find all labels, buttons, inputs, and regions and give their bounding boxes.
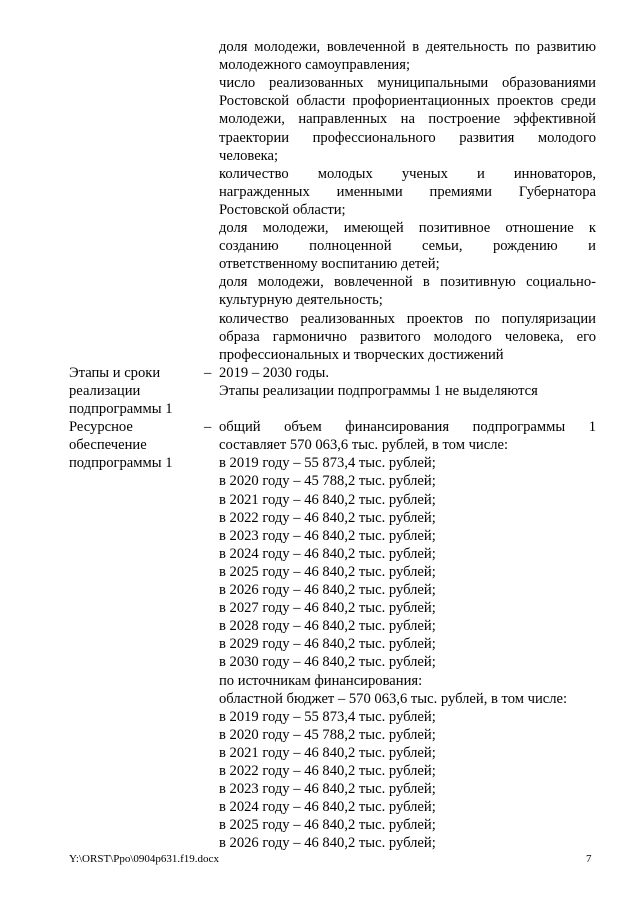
indicator-line: количество молодых ученых и инноваторов,	[219, 165, 596, 182]
funding-line: в 2025 году – 46 840,2 тыс. рублей;	[219, 563, 436, 580]
indicator-line: профессиональных и творческих достижений	[219, 346, 504, 363]
funding-line: в 2022 году – 46 840,2 тыс. рублей;	[219, 763, 436, 779]
funding-line: в 2020 году – 45 788,2 тыс. рублей;	[219, 473, 436, 490]
indicator-line: молодежи, направленных на построение эффективной	[219, 111, 596, 128]
indicator-line: количество реализованных проектов по популяризации	[219, 310, 596, 327]
indicator-line: траектории профессионального развития молодого	[219, 129, 596, 146]
funding-line: в 2022 году – 46 840,2 тыс. рублей;	[219, 509, 436, 526]
funding-line: в 2021 году – 46 840,2 тыс. рублей;	[219, 744, 436, 761]
funding-line: в 2024 году – 46 840,2 тыс. рублей;	[219, 545, 436, 562]
funding-line: в 2020 году – 45 788,2 тыс. рублей;	[219, 726, 436, 743]
indicator-line: Ростовской области профориентационных проектов среди	[219, 93, 596, 110]
footer-file-path: Y:\ORST\Ppo\0904p631.f19.docx	[69, 853, 219, 865]
funding-line: в 2021 году – 46 840,2 тыс. рублей;	[219, 491, 436, 508]
funding-line: в 2024 году – 46 840,2 тыс. рублей;	[219, 799, 436, 816]
funding-line: общий объем финансирования подпрограммы 1	[219, 419, 596, 436]
stages-dash: –	[204, 364, 212, 381]
funding-line: в 2023 году – 46 840,2 тыс. рублей;	[219, 527, 436, 544]
funding-line: в 2028 году – 46 840,2 тыс. рублей;	[219, 618, 436, 635]
funding-line: в 2019 году – 55 873,4 тыс. рублей;	[219, 708, 436, 725]
funding-line: в 2026 году – 46 840,2 тыс. рублей;	[219, 582, 436, 598]
footer-page-number: 7	[586, 853, 592, 865]
stages-label: подпрограммы 1	[69, 401, 173, 417]
indicator-line: созданию полноценной семьи, рождению и	[219, 238, 596, 255]
resources-label: Ресурсное	[69, 419, 133, 436]
indicator-line: человека;	[219, 147, 279, 164]
resources-label: обеспечение	[69, 437, 147, 454]
funding-line: в 2030 году – 46 840,2 тыс. рублей;	[219, 654, 436, 671]
indicator-line: молодежного самоуправления;	[219, 57, 410, 74]
funding-line: в 2027 году – 46 840,2 тыс. рублей;	[219, 600, 436, 617]
indicator-line: культурную деятельность;	[219, 292, 383, 309]
stages-label: реализации	[69, 382, 141, 399]
indicator-line: ответственному воспитанию детей;	[219, 256, 440, 273]
indicator-line: число реализованных муниципальными образованиями	[219, 75, 596, 92]
resources-dash: –	[204, 419, 212, 436]
stages-value: Этапы реализации подпрограммы 1 не выделяются	[219, 382, 538, 399]
indicator-line: образа гармонично развитого молодого человека, его	[219, 328, 596, 345]
indicator-line: Ростовской области;	[219, 201, 346, 218]
funding-line: по источникам финансирования:	[219, 672, 423, 689]
stages-label: Этапы и сроки	[69, 364, 161, 381]
resources-label: подпрограммы 1	[69, 455, 173, 472]
funding-line: составляет 570 063,6 тыс. рублей, в том числе:	[219, 437, 509, 454]
funding-line: в 2029 году – 46 840,2 тыс. рублей;	[219, 636, 436, 653]
funding-line: в 2023 году – 46 840,2 тыс. рублей;	[219, 781, 436, 798]
indicator-line: награжденных именными премиями Губернатора	[219, 183, 596, 200]
funding-line: в 2019 году – 55 873,4 тыс. рублей;	[219, 455, 436, 472]
indicator-line: доля молодежи, имеющей позитивное отношение к	[219, 220, 596, 236]
funding-line: в 2025 году – 46 840,2 тыс. рублей;	[219, 817, 436, 834]
indicator-line: доля молодежи, вовлеченной в деятельность по развитию	[219, 39, 596, 55]
funding-line: областной бюджет – 570 063,6 тыс. рублей, в том числе:	[219, 690, 568, 707]
indicator-line: доля молодежи, вовлеченной в позитивную социально-	[219, 274, 596, 291]
funding-line: в 2026 году – 46 840,2 тыс. рублей;	[219, 835, 436, 852]
stages-value: 2019 – 2030 годы.	[219, 364, 329, 381]
